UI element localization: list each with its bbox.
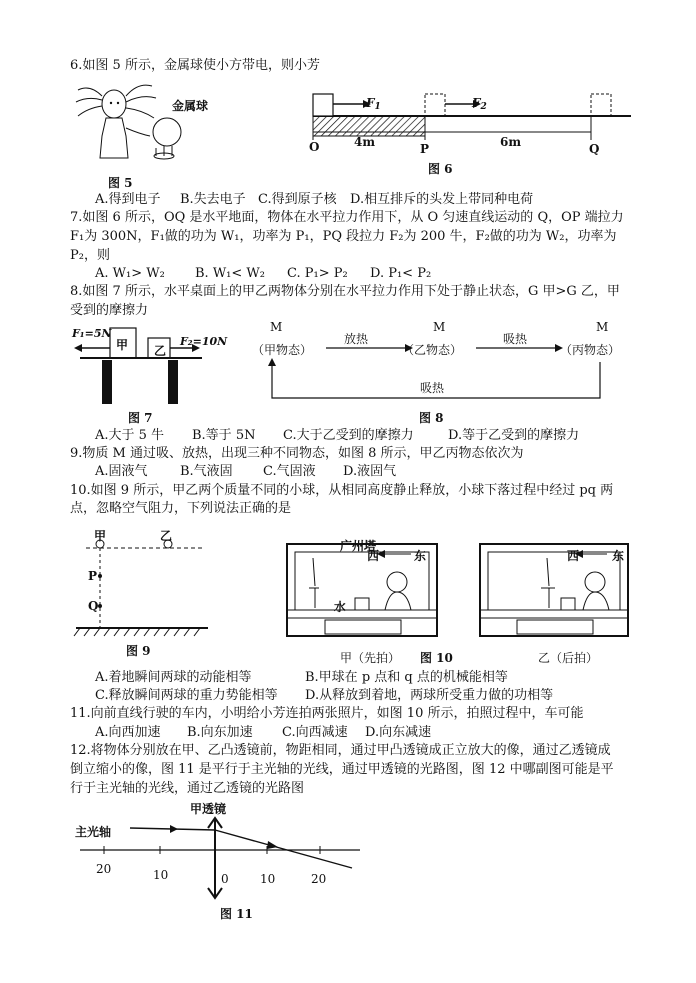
q11-line1: 11.向前直线行驶的车内，小明给小芳连拍两张照片，如图 10 所示，拍照过程中，车可能 — [70, 706, 584, 721]
fig6-Q: Q — [589, 142, 600, 156]
fig10-right-east: 东 — [612, 549, 625, 563]
fig8-M1: M — [270, 320, 283, 334]
fig9-caption: 图 9 — [126, 644, 151, 658]
figure-9 — [72, 530, 212, 640]
fig10-caption: 图 10 — [420, 651, 453, 665]
fig11-axis-label: 主光轴 — [75, 825, 112, 839]
fig11-tick-2: 0 — [221, 872, 229, 886]
q12-line3: 行于主光轴的光线，通过乙透镜的光路图 — [70, 781, 305, 796]
fig8-M2: M — [433, 320, 446, 334]
fig11-tick-1: 10 — [153, 868, 169, 882]
q12-line2: 倒立缩小的像，图 11 是平行于主光轴的光线，通过甲透镜的光路图，图 12 中哪副图可能是平 — [70, 762, 614, 777]
q10-option-c[interactable]: C.释放瞬间两球的重力势能相等 — [95, 688, 278, 703]
figure-5 — [72, 76, 212, 176]
q9-option-d[interactable]: D.液固气 — [343, 464, 397, 479]
q9-option-a[interactable]: A.固液气 — [95, 464, 148, 479]
fig9-Q: Q — [88, 599, 99, 613]
q10-option-d[interactable]: D.从释放到着地，两球所受重力做的功相等 — [305, 688, 554, 703]
fig6-O: O — [309, 140, 320, 154]
q6-option-b[interactable]: B.失去电子 — [180, 192, 246, 207]
fig5-caption: 图 5 — [108, 176, 133, 190]
fig11-tick-4: 20 — [311, 872, 327, 886]
fig11-caption: 图 11 — [220, 907, 253, 921]
q6-option-a[interactable]: A.得到电子 — [95, 192, 161, 207]
q7-line3: P₂，则 — [70, 248, 110, 263]
figure-11 — [72, 812, 362, 907]
fig8-arrow2: 吸热 — [503, 332, 528, 346]
fig7-F2: F₂=10N — [180, 335, 228, 348]
q10-line1: 10.如图 9 所示，甲乙两个质量不同的小球，从相同高度静止释放，小球下落过程中经过 pq 两 — [70, 483, 614, 498]
fig9-yi: 乙 — [160, 529, 173, 543]
fig6-F1: $F_1$ — [366, 96, 381, 112]
q8-line1: 8.如图 7 所示，水平桌面上的甲乙两物体分别在水平拉力作用下处于静止状态，G 甲>G 乙，甲 — [70, 284, 620, 299]
fig11-lens-label: 甲透镜 — [190, 802, 227, 816]
fig11-tick-0: 20 — [96, 862, 112, 876]
q11-option-c[interactable]: C.向西减速 — [282, 725, 348, 740]
q6-stem: 6.如图 5 所示，金属球使小方带电，则小芳 — [70, 58, 320, 73]
q10-line2: 点，忽略空气阻力，下列说法正确的是 — [70, 501, 292, 516]
q7-line1: 7.如图 6 所示，OQ 是水平地面，物体在水平拉力作用下，从 O 匀速直线运动的 Q，OP 端拉力 — [70, 210, 624, 225]
q11-option-d[interactable]: D.向东减速 — [365, 725, 432, 740]
fig8-arrow3: 吸热 — [420, 381, 445, 395]
q8-option-a[interactable]: A.大于 5 牛 — [95, 428, 165, 443]
fig6-pq-length: 6m — [500, 135, 522, 149]
fig9-jia: 甲 — [94, 529, 107, 543]
fig7-yi: 乙 — [154, 344, 167, 358]
fig10-left-caption: 甲（先拍） — [340, 651, 401, 665]
fig10-water: 水 — [334, 600, 347, 614]
q10-option-b[interactable]: B.甲球在 p 点和 q 点的机械能相等 — [305, 670, 508, 685]
fig8-state1: （甲物态） — [252, 343, 313, 357]
fig6-caption: 图 6 — [428, 162, 453, 176]
fig9-P: P — [88, 569, 98, 583]
q7-option-d[interactable]: D. P₁< P₂ — [370, 266, 432, 281]
fig10-right-west: 西 — [567, 549, 580, 563]
q7-option-c[interactable]: C. P₁> P₂ — [287, 266, 348, 281]
q8-option-d[interactable]: D.等于乙受到的摩擦力 — [448, 428, 580, 443]
fig6-F2: $F_2$ — [472, 96, 487, 112]
q7-option-a[interactable]: A. W₁> W₂ — [95, 266, 165, 281]
q8-line2: 受到的摩擦力 — [70, 303, 149, 318]
fig7-F1: F₁=5N — [72, 327, 112, 340]
fig8-caption: 图 8 — [419, 411, 444, 425]
q8-option-b[interactable]: B.等于 5N — [192, 428, 256, 443]
q11-option-b[interactable]: B.向东加速 — [187, 725, 253, 740]
fig8-arrow1: 放热 — [344, 332, 369, 346]
fig8-M3: M — [596, 320, 609, 334]
fig10-right-caption: 乙（后拍） — [538, 651, 599, 665]
q6-option-d[interactable]: D.相互排斥的头发上带同种电荷 — [350, 192, 534, 207]
fig10-left-east: 东 — [414, 549, 427, 563]
fig8-state3: （丙物态） — [560, 343, 621, 357]
fig10-tower: 广州塔 — [340, 539, 377, 553]
fig7-jia: 甲 — [116, 338, 129, 352]
fig7-caption: 图 7 — [128, 411, 153, 425]
fig6-P: P — [420, 142, 430, 156]
metal-ball-label: 金属球 — [172, 99, 209, 113]
fig10-left-west: 西 — [367, 549, 380, 563]
q9-line1: 9.物质 M 通过吸、放热，出现三种不同物态，如图 8 所示，甲乙丙物态依次为 — [70, 446, 524, 461]
q6-option-c[interactable]: C.得到原子核 — [258, 192, 337, 207]
q7-option-b[interactable]: B. W₁< W₂ — [195, 266, 265, 281]
q12-line1: 12.将物体分别放在甲、乙凸透镜前，物距相同，通过甲凸透镜成正立放大的像，通过乙透镜成 — [70, 743, 611, 758]
fig8-state2: （乙物态） — [402, 343, 463, 357]
q7-line2: F₁为 300N，F₁做的功为 W₁，功率为 P₁，PQ 段拉力 F₂为 200 牛，F₂做的功为 W₂，功率为 — [70, 229, 617, 244]
q9-option-c[interactable]: C.气固液 — [263, 464, 316, 479]
q8-option-c[interactable]: C.大于乙受到的摩擦力 — [283, 428, 414, 443]
fig6-op-length: 4m — [354, 135, 376, 149]
q10-option-a[interactable]: A.着地瞬间两球的动能相等 — [95, 670, 252, 685]
q11-option-a[interactable]: A.向西加速 — [95, 725, 161, 740]
fig11-tick-3: 10 — [260, 872, 276, 886]
q9-option-b[interactable]: B.气液固 — [180, 464, 233, 479]
